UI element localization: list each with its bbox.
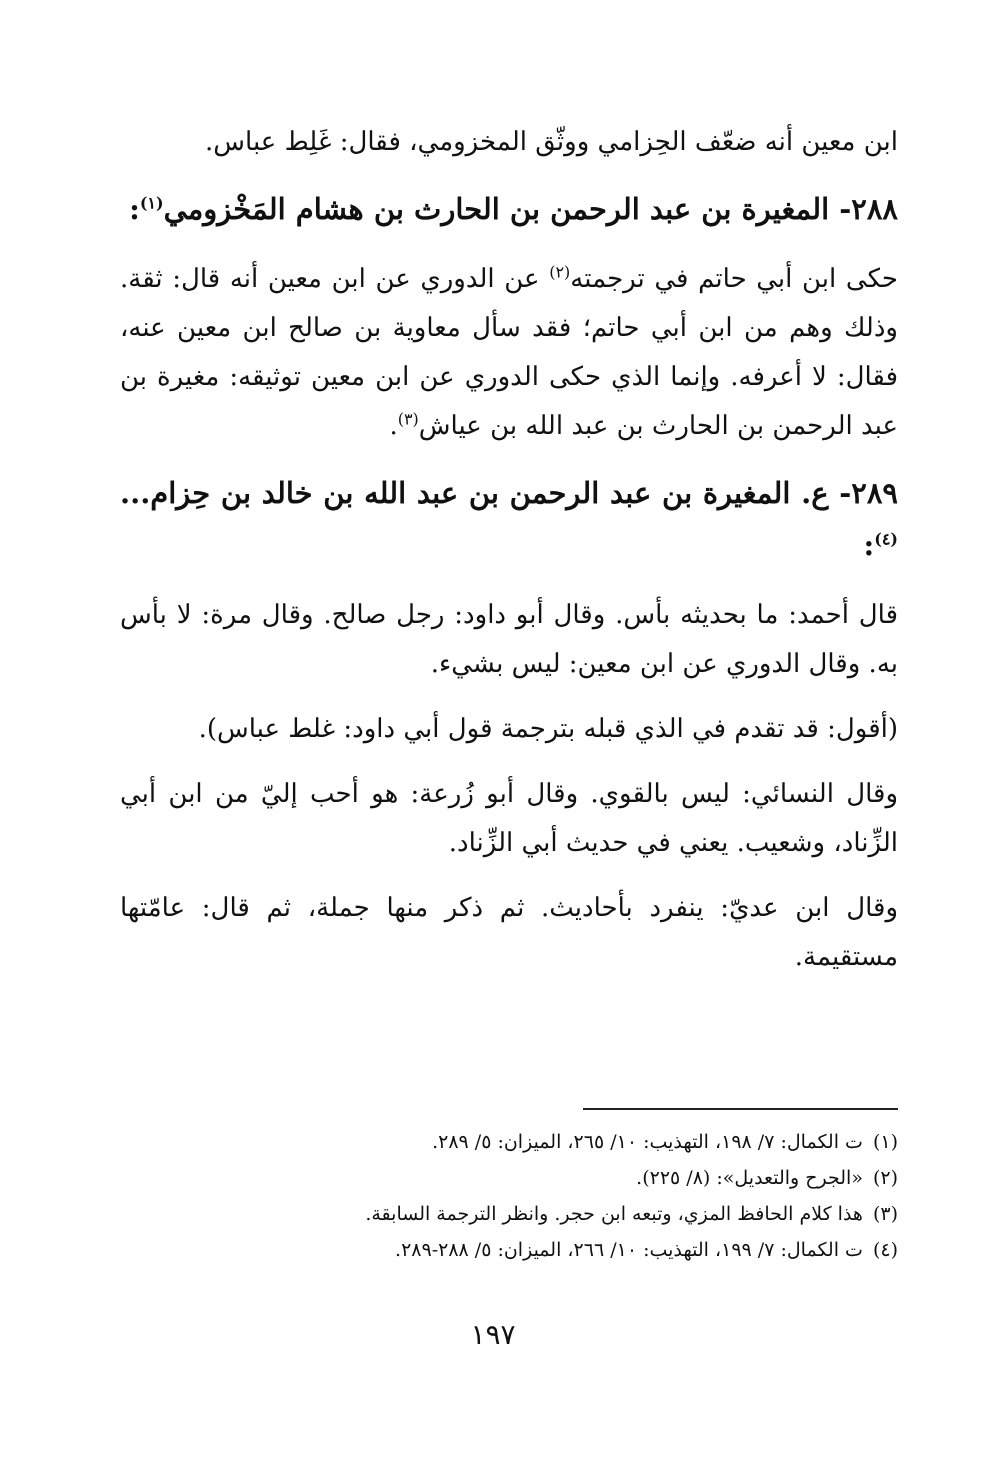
footnote-number: (٣) [872,1203,898,1225]
footnote-divider [583,1108,898,1110]
footnote-text: ت الكمال: ٧/ ١٩٩، التهذيب: ١٠/ ٢٦٦، الميزان: ٥/ ٢٨٨-٢٨٩. [395,1239,863,1261]
paragraph-ibn-adi: وقال ابن عديّ: ينفرد بأحاديث. ثم ذكر منها جملة، ثم قال: عامّتها مستقيمة. [120,893,898,972]
entry-heading-289 [120,467,898,571]
footnote-text: ت الكمال: ٧/ ١٩٨، التهذيب: ١٠/ ٢٦٥، الميزان: ٥/ ٢٨٩. [432,1131,863,1153]
entry-heading-289-text: ٢٨٩- ع. المغيرة بن عبد الرحمن بن عبد الله بن خالد بن حِزام... [120,476,898,510]
entry-heading-288 [120,183,898,235]
entry-heading-289-colon: : [863,528,875,562]
footnote-2 [120,1160,898,1196]
footnote-ref-3[interactable]: (٣) [397,409,419,429]
paragraph-ahmad: قال أحمد: ما بحديثه بأس. وقال أبو داود: رجل صالح. وقال مرة: لا بأس به. وقال الدوري عن ابن معين: ليس بشيء. [120,600,898,679]
footnote-number: (١) [872,1131,898,1153]
paragraph-nasai: وقال النسائي: ليس بالقوي. وقال أبو زُرعة: هو أحب إليّ من ابن أبي الزِّناد، وشعيب. يعني في حديث أبي الزِّناد. [120,779,898,858]
footnote-number: (٢) [872,1167,898,1189]
entry-heading-288-text: ٢٨٨- المغيرة بن عبد الرحمن بن الحارث بن هشام المَخْزومي [163,192,898,226]
footnote-text: «الجرح والتعديل»: (٨/ ٢٢٥). [636,1167,863,1189]
paragraph-entry-288-c: . [389,411,398,441]
footnote-ref-2[interactable]: (٢) [549,262,571,282]
footnote-4 [120,1232,898,1268]
paragraph-author-note: (أقول: قد تقدم في الذي قبله بترجمة قول أبي داود: غلط عباس). [198,714,898,744]
page-number: ١٩٧ [470,1318,516,1351]
entry-heading-288-colon: : [129,192,140,226]
footnote-text: هذا كلام الحافظ المزي، وتبعه ابن حجر. وانظر الترجمة السابقة. [365,1203,863,1225]
footnotes [120,1108,898,1268]
footnote-1 [120,1124,898,1160]
paragraph-entry-288-b: عن الدوري عن ابن معين أنه قال: ثقة. وذلك وهم من ابن أبي حاتم؛ فقد سأل معاوية بن صالح ابن معين عنه، فقال: لا أعرفه. وإنما الذي حكى الدوري عن ابن معين توثيقه: مغيرة بن عبد الرحمن بن الحارث بن عبد الله بن عياش [120,264,898,441]
paragraph-continuation: ابن معين أنه ضعّف الحِزامي ووثّق المخزومي، فقال: غَلِط عباس. [205,127,898,157]
footnote-3 [120,1196,898,1232]
footnote-number: (٤) [872,1239,898,1261]
paragraph-entry-288-a: حكى ابن أبي حاتم في ترجمته [570,264,898,294]
footnote-ref-1[interactable]: (١) [139,193,164,213]
paragraph-entry-288 [120,255,898,451]
footnote-ref-4[interactable]: (٤) [874,529,898,549]
